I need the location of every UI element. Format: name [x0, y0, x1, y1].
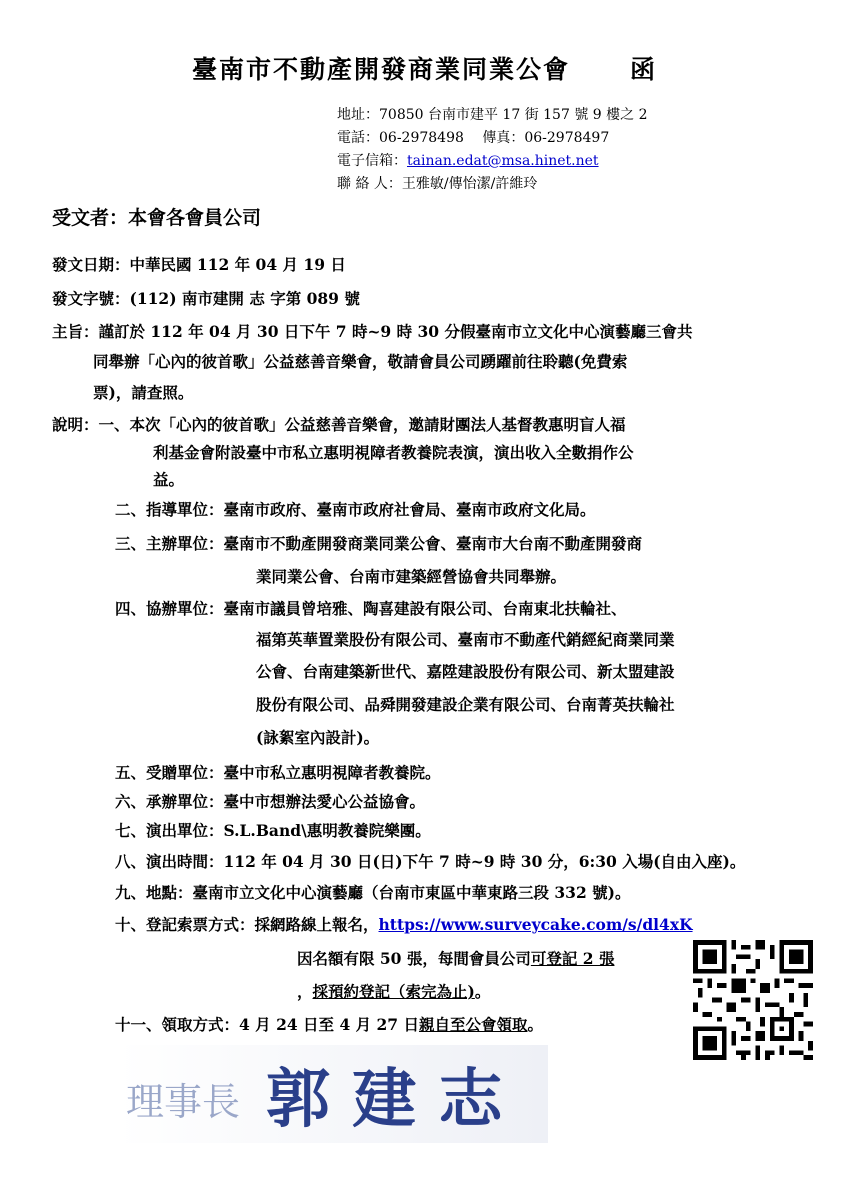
explain-item-4-line-4: 股份有限公司、品舜開發建設企業有限公司、台南菁英扶輪社: [256, 695, 675, 714]
item-10-period: 。: [474, 982, 491, 1001]
contact-person-line: 聯 絡 人：王雅敏/傳怡潔/許維玲: [337, 176, 538, 192]
item-10-prefix: 十、登記索票方式：採網路線上報名，: [115, 915, 379, 934]
explain-item-4-line-2: 福第英華置業股份有限公司、臺南市不動產代銷經紀商業同業: [256, 630, 675, 649]
org-name: 臺南市不動產開發商業同業公會: [191, 55, 570, 84]
explain-item-8: 八、演出時間：112 年 04 月 30 日(日)下午 7 時~9 時 30 分，6:30 入場(自由入座)。: [115, 852, 746, 871]
explain-item-1-line-2: 利基金會附設臺中市私立惠明視障者教養院表演，演出收入全數捐作公: [153, 443, 634, 462]
address-line: 地址：70850 台南市建平 17 街 157 號 9 樓之 2: [337, 107, 648, 123]
explain-item-3-line-2: 業同業公會、台南市建築經營協會共同舉辦。: [256, 567, 567, 586]
explain-item-5: 五、受贈單位：臺中市私立惠明視障者教養院。: [115, 763, 441, 782]
subject-line-2: 同舉辦「心內的彼首歌」公益慈善音樂會，敬請會員公司踴躍前往聆聽(免費索: [93, 352, 628, 371]
item-10-quota-underlined: 可登記 2 張: [530, 949, 615, 968]
item-11-underlined: 親自至公會領取: [418, 1015, 528, 1034]
explain-item-9: 九、地點：臺南市立文化中心演藝廳（台南市東區中華東路三段 332 號)。: [115, 883, 631, 902]
item-11-text: 十一、領取方式：4 月 24 日至 4 月 27 日: [115, 1015, 419, 1034]
doc-type: 函: [630, 55, 658, 84]
explain-item-3-line-1: 三、主辦單位：臺南市不動產開發商業同業公會、臺南市大台南不動產開發商: [115, 534, 643, 553]
explain-item-11: [115, 1013, 543, 1035]
registration-link[interactable]: https://www.surveycake.com/s/dl4xK: [378, 915, 693, 934]
phone-line: 電話：06-2978498 傳真：06-2978497: [337, 130, 610, 146]
doc-number: 發文字號：(112) 南市建開 志 字第 089 號: [52, 289, 360, 308]
explain-item-6: 六、承辦單位：臺中市想辦法愛心公益協會。: [115, 792, 426, 811]
item-10-comma: ，: [297, 982, 313, 1001]
explain-item-1-line-3: 益。: [153, 470, 185, 489]
issue-date: 發文日期：中華民國 112 年 04 月 19 日: [52, 255, 346, 274]
email-link[interactable]: tainan.edat@msa.hinet.net: [407, 153, 599, 169]
explain-item-10-line-3: [297, 980, 490, 1002]
explain-item-1-line-1: 說明：一、本次「心內的彼首歌」公益慈善音樂會，邀請財團法人基督教惠明盲人福: [52, 415, 626, 434]
explain-item-10-line-1: [115, 913, 693, 935]
signature-name: 郭 建 志: [266, 1062, 503, 1137]
email-label: 電子信箱：: [337, 153, 407, 169]
signature-title: 理事長: [126, 1080, 241, 1124]
explain-item-4-line-1: 四、協辦單位：臺南市議員曾培雅、陶喜建設有限公司、台南東北扶輪社、: [115, 599, 627, 618]
item-11-period: 。: [527, 1015, 544, 1034]
explain-item-7: 七、演出單位：S.L.Band\惠明教養院樂團。: [115, 821, 431, 840]
subject-line-3: 票)，請查照。: [93, 383, 194, 402]
explain-item-2: 二、指導單位：臺南市政府、臺南市政府社會局、臺南市政府文化局。: [115, 500, 596, 519]
explain-item-4-line-3: 公會、台南建築新世代、嘉陞建設股份有限公司、新太盟建設: [256, 662, 675, 681]
document-title: [0, 50, 849, 86]
chairman-signature-stamp: [118, 1045, 548, 1143]
qr-code-icon[interactable]: [693, 940, 813, 1060]
item-10-reservation-underlined: 採預約登記（索完為止): [312, 982, 475, 1001]
email-line: [337, 151, 599, 171]
explain-item-4-line-5: (詠絮室內設計)。: [256, 728, 380, 747]
subject-line-1: 主旨：謹訂於 112 年 04 月 30 日下午 7 時~9 時 30 分假臺南市立文化中心演藝廳三會共: [52, 322, 693, 341]
recipient: 受文者：本會各會員公司: [52, 207, 262, 229]
explain-item-10-line-2: [297, 947, 614, 969]
item-10-quota-text: 因名額有限 50 張，每間會員公司: [297, 949, 531, 968]
